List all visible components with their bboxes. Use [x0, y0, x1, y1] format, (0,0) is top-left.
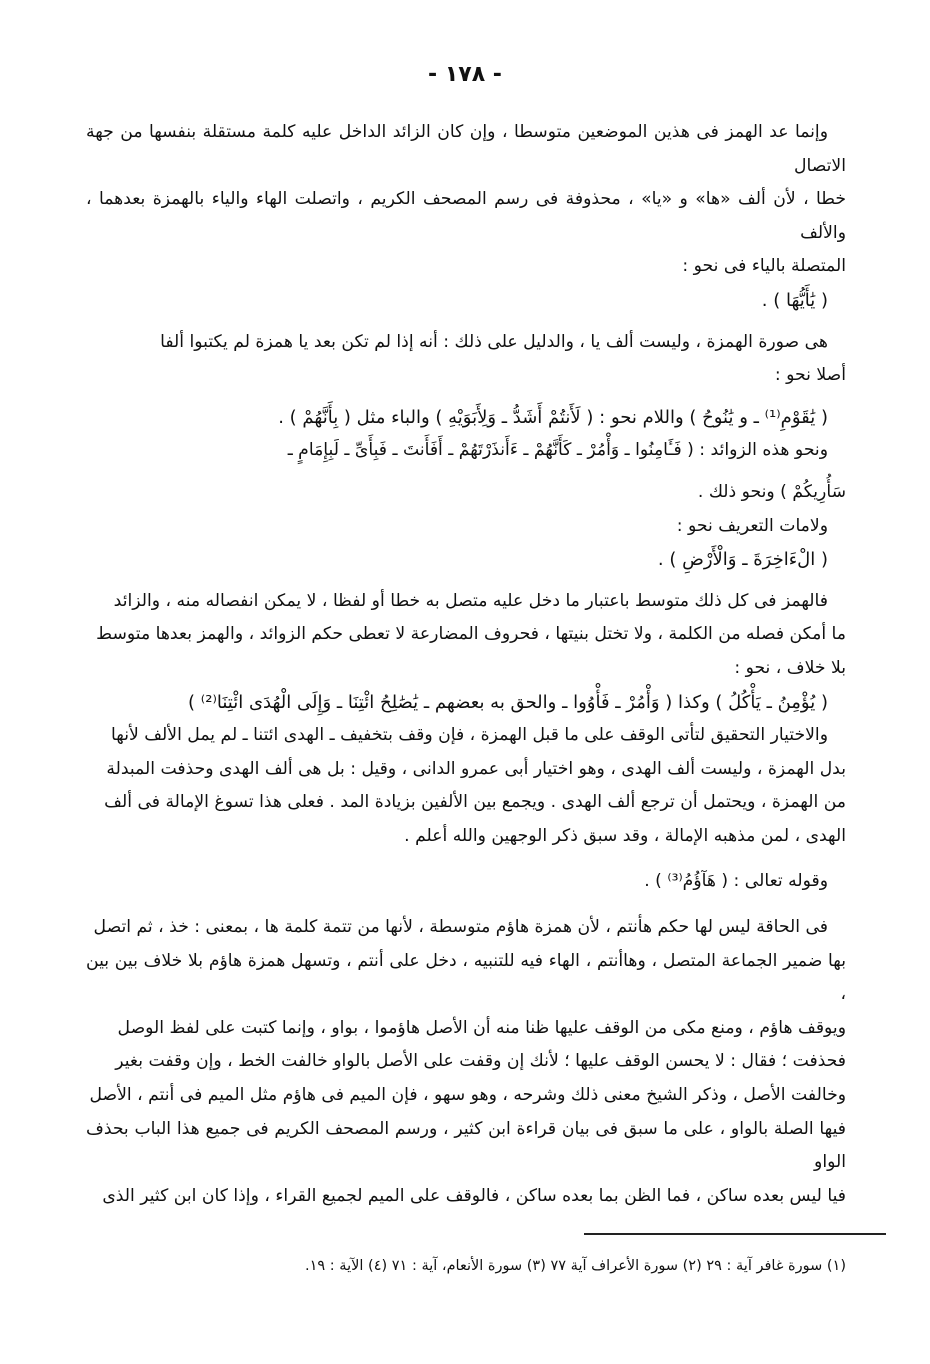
- footnotes: (١) سورة غافر آية : ٢٩ (٢) سورة الأعراف آية ٧٧ (٣) سورة الأنعام، آية : ٧١ (٤) الآية : ١٩.: [305, 1258, 846, 1274]
- paragraph-line: أصلا نحو :: [774, 365, 846, 386]
- paragraph-line: فالهمز فى كل ذلك متوسط باعتبار ما دخل عليه متصل به خطا أو لفظا ، لا يمكن انفصاله منه ، والزائد: [113, 590, 828, 611]
- paragraph-line: فيا ليس بعده ساكن ، فما الظن بما بعده ساكن ، فالوقف على الميم لجميع القراء ، وإذا كان ابن كثير الذى: [102, 1185, 846, 1206]
- paragraph-line: وإنما عد الهمز فى هذين الموضعين متوسطا ، وإن كان الزائد الداخل عليه كلمة مستقلة بنفسها من جهة الاتصال: [86, 122, 846, 176]
- quranic-quote: ( يَٰقَوْمِ⁽¹⁾ ـ و يَٰنُوحُ ) واللام نحو : ( لَأَنتُمْ أَشَدُّ ـ وَلِأَبَوَيْهِ ) والباء مثل ( بِأَنَّهُمْ ) .: [278, 406, 828, 428]
- paragraph-line: خطا ، لأن ألف «ها» و «يا» ، محذوفة فى رسم المصحف الكريم ، واتصلت الهاء والياء بالهمزة بعدهما ، والألف: [86, 189, 846, 243]
- paragraph-line: هى صورة الهمزة ، وليست ألف يا ، والدليل على ذلك : أنه إذا لم تكن بعد يا همزة لم يكتبوا ألفا: [160, 331, 828, 352]
- paragraph-line: الهدى ، لمن مذهبه الإمالة ، وقد سبق ذكر الوجهين والله أعلم .: [404, 825, 846, 846]
- paragraph-line: فى الحاقة ليس لها حكم هأنتم ، لأن همزة هاؤم متوسطة ، لأنها من تتمة كلمة ها ، بمعنى : خذ ، ثم اتصل: [93, 917, 828, 938]
- paragraph-line: بدل الهمزة ، وليست ألف الهدى ، وهو اختيار أبى عمرو الدانى ، وقيل : بل هى ألف الهدى وحذفت المبدلة: [106, 758, 846, 779]
- paragraph-line: بها ضمير الجماعة المتصل ، وهاأنتم ، الهاء فيه للتنبيه ، دخل على أنتم ، وتسهل همزة هاؤم بلا خلاف بين بين ،: [86, 950, 846, 1005]
- paragraph-line: ونحو هذه الزوائد : ( فَـَٔامِنُوا ـ وَأْمُرْ ـ كَأَنَّهُمْ ـ ءَأَنذَرْتَهُمْ ـ أَفَأَنتَ ـ فَبِأَىِّ ـ لَبِإِمَامٍ ـ: [287, 440, 828, 461]
- paragraph-line: سَأُرِيكُمْ ) ونحو ذلك .: [697, 481, 846, 502]
- paragraph-line: من الهمزة ، ويحتمل أن ترجع ألف الهدى . ويجمع بين الألفين بزيادة المد . فعلى هذا تسوغ الإمالة فى ألف: [104, 792, 846, 813]
- quranic-quote: ( يُؤْمِنُ ـ يَأْكُلُ ) وكذا ( وَأْمُرْ ـ فَأْوُوا ـ والحق به بعضهم ـ يَٰصَٰلِحُ ائْتِنَا ـ وَإِلَى الْهُدَى ائْتِنَا⁽²⁾ ): [188, 691, 828, 713]
- paragraph-line: وخالفت الأصل ، وذكر الشيخ معنى ذلك وشرحه ، وهو سهو ، فإن الميم فى هاؤم مثل الميم فى أنتم ، الأصل: [89, 1085, 846, 1106]
- page-number: - ١٧٨ -: [428, 62, 502, 87]
- paragraph-line: ما أمكن فصله من الكلمة ، ولا تختل بنيتها ، فحروف المضارعة لا تعطى حكم الزوائد ، والهمز بعدها متوسط: [96, 624, 846, 645]
- paragraph-line: فيها الصلة بالواو ، على ما سبق فى بيان قراءة ابن كثير ، ورسم المصحف الكريم فى جميع هذا الباب بحذف الواو: [86, 1118, 846, 1173]
- footnote-divider: [584, 1233, 886, 1235]
- quranic-quote: ( يَٰأَيُّهَا ) .: [761, 289, 828, 311]
- paragraph-line: بلا خلاف ، نحو :: [734, 657, 846, 678]
- quranic-quote: ( الْءَاخِرَةَ ـ وَالْأَرْضِ ) .: [657, 549, 828, 571]
- paragraph-line: وقوله تعالى : ( هَآؤُمُ⁽³⁾ ) .: [644, 871, 828, 892]
- paragraph-line: والاختيار التحقيق لتأتى الوقف على ما قبل الهمزة ، فإن وقف بتخفيف ـ الهدى ائتنا ـ لم يمل الألف لأنها: [111, 725, 828, 746]
- paragraph-line: ويوقف هاؤم ، ومنع مكى من الوقف عليها ظنا منه أن الأصل هاؤموا ، بواو ، وإنما كتبت على لفظ الوصل: [117, 1017, 846, 1038]
- paragraph-line: المتصلة بالياء فى نحو :: [682, 256, 846, 277]
- main-text: [86, 116, 846, 1213]
- paragraph-line: ولامات التعريف نحو :: [676, 515, 828, 536]
- paragraph-line: فحذفت ؛ فقال : لا يحسن الوقف عليها ؛ لأنك إن وقفت على الأصل بالواو خالفت الخط ، وإن وقفت بغير: [115, 1051, 846, 1072]
